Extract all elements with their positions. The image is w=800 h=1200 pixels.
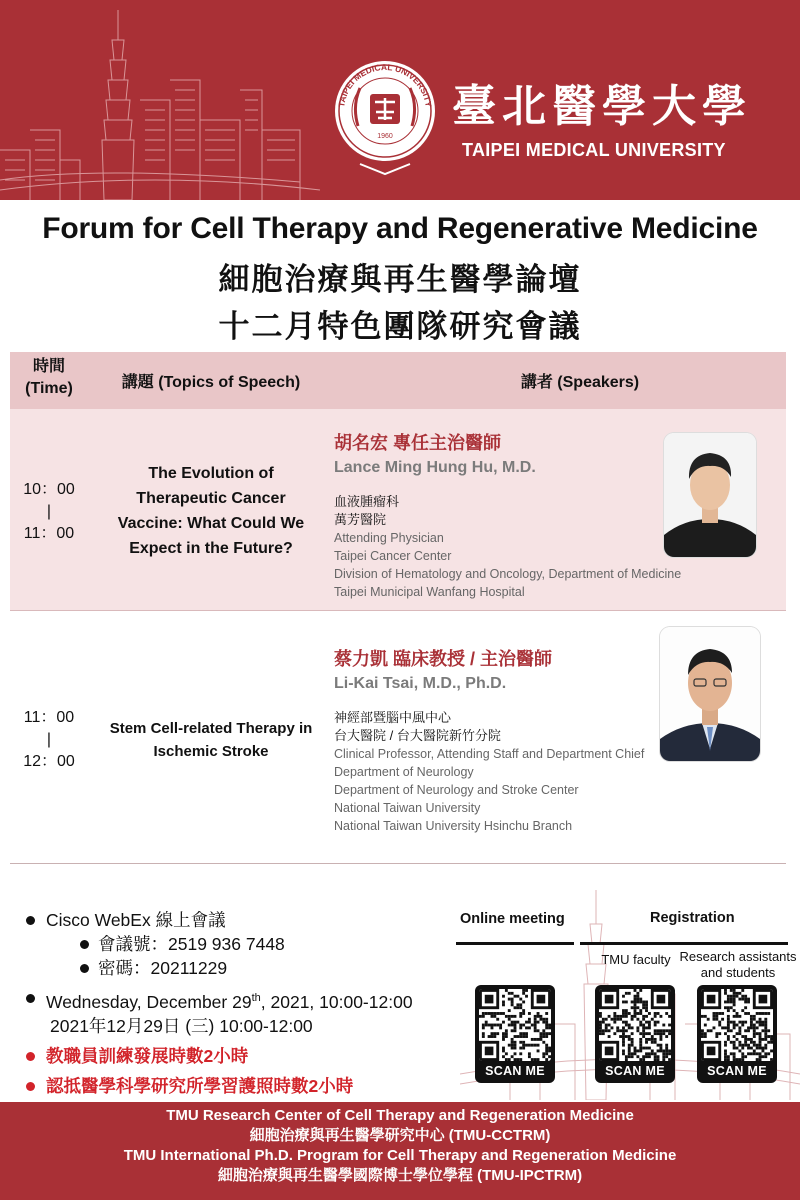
date-en-prefix: Wednesday, December 29 (46, 991, 252, 1012)
time-start: 11：00 (23, 709, 75, 726)
affiliation-line: Department of Neurology and Stroke Center (334, 783, 579, 797)
university-name-cn: 臺北醫學大學 (452, 81, 752, 132)
webex-label: Cisco WebEx 線上會議 (46, 910, 226, 930)
info-credit-training (24, 1044, 484, 1068)
affiliation-line: Department of Neurology (334, 765, 474, 779)
topic-line: The Evolution of (148, 465, 274, 482)
meeting-number: 會議號：2519 936 7448 (98, 934, 285, 954)
affiliation-line: 血液腫瘤科 (334, 494, 400, 509)
credit-passport-hours: 認抵醫學科學研究所學習護照時數2小時 (46, 1075, 354, 1096)
header-time-cn: 時間 (32, 358, 65, 375)
bullet-icon (80, 940, 89, 949)
talk-topic (100, 717, 322, 763)
time-end: 12：00 (23, 753, 75, 770)
bullet-icon (26, 916, 35, 925)
affiliation-line: Clinical Professor, Attending Staff and Department Chief (334, 747, 645, 761)
affiliation-line: 萬芳醫院 (334, 512, 387, 527)
table-row (10, 610, 786, 864)
bullet-icon (26, 1052, 35, 1061)
divider (580, 942, 788, 945)
svg-text:TAIPEI MEDICAL UNIVERSITY: TAIPEI MEDICAL UNIVERSITY (336, 61, 434, 108)
info-date-cn: 2021年12月29日 (三) 10:00-12:00 (50, 1015, 313, 1036)
bullet-icon (26, 994, 35, 1003)
time-separator: | (46, 503, 52, 520)
topic-line: Therapeutic Cancer (136, 490, 286, 507)
affiliation-line: Taipei Municipal Wanfang Hospital (334, 585, 525, 599)
topic-line: Ischemic Stroke (153, 743, 269, 760)
bullet-icon (80, 964, 89, 973)
header-banner (0, 0, 800, 200)
qr-code-icon (479, 989, 551, 1061)
scan-me-label: SCAN ME (707, 1064, 767, 1078)
speaker-photo (664, 433, 756, 557)
date-en-suffix-ordinal: th (251, 992, 261, 1004)
qr-faculty-registration[interactable] (595, 985, 675, 1083)
header-speaker: 講者 (Speakers) (520, 374, 640, 391)
bullet-icon (26, 1082, 35, 1091)
scan-me-label: SCAN ME (485, 1064, 545, 1078)
header-time (10, 356, 88, 400)
footer (0, 1102, 800, 1200)
speaker-name-en: Li-Kai Tsai, M.D., Ph.D. (334, 675, 507, 692)
topic-line: Expect in the Future? (129, 540, 293, 557)
speaker-name-en: Lance Ming Hung Hu, M.D. (334, 459, 536, 476)
credit-training-hours: 教職員訓練發展時數2小時 (46, 1045, 249, 1066)
affiliation-line: Attending Physician (334, 531, 444, 545)
university-seal-icon (330, 56, 440, 181)
forum-subtitle-cn: 十二月特色團隊研究會議 (218, 309, 582, 345)
online-meeting-heading: Online meeting (460, 911, 565, 927)
time-separator: | (46, 731, 52, 748)
topic-line: Vaccine: What Could We (117, 515, 305, 532)
speaker-portrait-icon (664, 433, 756, 557)
info-date (24, 986, 484, 1014)
table-header (10, 352, 786, 409)
faculty-label: TMU faculty (601, 952, 671, 967)
table-row (10, 409, 786, 610)
qr-student-registration[interactable] (697, 985, 777, 1083)
time-start: 10：00 (23, 481, 75, 498)
students-label: Research assistants and students (679, 949, 797, 980)
forum-title-en: Forum for Cell Therapy and Regenerative Medicine (42, 212, 758, 245)
footer-line: 細胞治療與再生醫學研究中心 (TMU-CCTRM) (249, 1127, 551, 1144)
registration-heading: Registration (650, 910, 735, 926)
header-topic: 講題 (Topics of Speech) (121, 374, 301, 391)
info-password (24, 956, 484, 980)
time-slot (10, 707, 88, 773)
qr-code-icon (599, 989, 671, 1061)
time-slot (10, 479, 88, 545)
date-en-time: , 2021, 10:00-12:00 (260, 991, 413, 1012)
footer-line: TMU International Ph.D. Program for Cell Therapy and Regeneration Medicine (123, 1147, 677, 1164)
qr-code-icon (701, 989, 773, 1061)
topic-line: Stem Cell-related Therapy in (109, 720, 313, 737)
affiliation-line: 神經部暨腦中風中心 (334, 710, 452, 725)
affiliation-line: Division of Hematology and Oncology, Department of Medicine (334, 567, 682, 581)
speaker-name-cn: 蔡力凱 臨床教授 / 主治醫師 (334, 649, 553, 669)
info-webex (24, 908, 484, 932)
speaker-name-cn: 胡名宏 專任主治醫師 (334, 433, 502, 453)
event-info (24, 908, 484, 1098)
footer-line: 細胞治療與再生醫學國際博士學位學程 (TMU-IPCTRM) (217, 1167, 583, 1184)
forum-title-cn: 細胞治療與再生醫學論壇 (218, 262, 582, 298)
header-time-en: (Time) (25, 380, 73, 397)
speaker-portrait-icon (660, 627, 760, 761)
info-credit-passport (24, 1074, 484, 1098)
affiliation-line: 台大醫院 / 台大醫院新竹分院 (334, 728, 501, 743)
meeting-password: 密碼：20211229 (98, 958, 228, 978)
scan-me-label: SCAN ME (605, 1064, 665, 1078)
university-name-en: TAIPEI MEDICAL UNIVERSITY (462, 140, 726, 160)
footer-line: TMU Research Center of Cell Therapy and Regeneration Medicine (166, 1107, 634, 1124)
affiliation-line: National Taiwan University Hsinchu Branch (334, 819, 573, 833)
svg-text:1960: 1960 (377, 133, 393, 140)
affiliation-line: Taipei Cancer Center (334, 549, 452, 563)
time-end: 11：00 (23, 525, 75, 542)
talk-topic (100, 461, 322, 561)
schedule-table (10, 352, 786, 833)
affiliation-line: National Taiwan University (334, 801, 481, 815)
speaker-photo (660, 627, 760, 761)
divider (456, 942, 574, 945)
qr-online-meeting[interactable] (475, 985, 555, 1083)
info-meeting-number (24, 932, 484, 956)
